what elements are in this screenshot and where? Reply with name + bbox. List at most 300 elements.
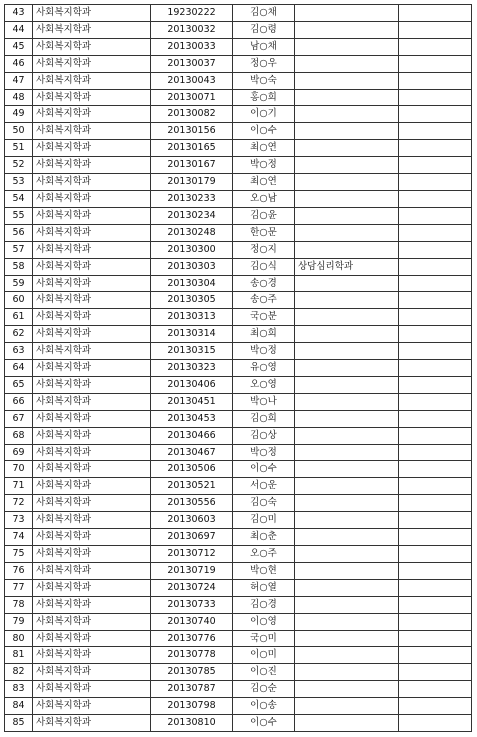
student-id-cell: 20130179 bbox=[151, 174, 233, 191]
department-cell: 사회복지학과 bbox=[33, 157, 151, 174]
empty-cell bbox=[399, 190, 472, 207]
row-number-cell: 70 bbox=[5, 461, 33, 478]
student-name-cell: 김○윤 bbox=[233, 207, 295, 224]
row-number-cell: 77 bbox=[5, 579, 33, 596]
department-cell: 사회복지학과 bbox=[33, 5, 151, 22]
note-cell bbox=[295, 190, 399, 207]
department-cell: 사회복지학과 bbox=[33, 174, 151, 191]
student-name-cell: 김○식 bbox=[233, 258, 295, 275]
row-number-cell: 55 bbox=[5, 207, 33, 224]
empty-cell bbox=[399, 478, 472, 495]
student-name-cell: 국○미 bbox=[233, 630, 295, 647]
student-name-cell: 이○수 bbox=[233, 461, 295, 478]
student-id-cell: 20130032 bbox=[151, 21, 233, 38]
department-cell: 사회복지학과 bbox=[33, 309, 151, 326]
table-row bbox=[5, 664, 472, 681]
empty-cell bbox=[399, 698, 472, 715]
row-number-cell: 66 bbox=[5, 393, 33, 410]
table-row bbox=[5, 140, 472, 157]
student-id-cell: 20130467 bbox=[151, 444, 233, 461]
table-row bbox=[5, 579, 472, 596]
student-id-cell: 20130603 bbox=[151, 512, 233, 529]
student-name-cell: 이○송 bbox=[233, 698, 295, 715]
student-name-cell: 박○현 bbox=[233, 562, 295, 579]
note-cell bbox=[295, 478, 399, 495]
table-row bbox=[5, 207, 472, 224]
student-name-cell: 김○숙 bbox=[233, 495, 295, 512]
student-id-cell: 20130778 bbox=[151, 647, 233, 664]
note-cell bbox=[295, 579, 399, 596]
student-name-cell: 허○열 bbox=[233, 579, 295, 596]
empty-cell bbox=[399, 562, 472, 579]
table-row bbox=[5, 174, 472, 191]
row-number-cell: 73 bbox=[5, 512, 33, 529]
note-cell bbox=[295, 89, 399, 106]
row-number-cell: 58 bbox=[5, 258, 33, 275]
student-id-cell: 20130451 bbox=[151, 393, 233, 410]
row-number-cell: 80 bbox=[5, 630, 33, 647]
student-name-cell: 오○주 bbox=[233, 546, 295, 563]
table-row bbox=[5, 461, 472, 478]
student-name-cell: 송○주 bbox=[233, 292, 295, 309]
note-cell bbox=[295, 360, 399, 377]
row-number-cell: 51 bbox=[5, 140, 33, 157]
student-name-cell: 남○채 bbox=[233, 38, 295, 55]
note-cell bbox=[295, 596, 399, 613]
row-number-cell: 63 bbox=[5, 343, 33, 360]
student-name-cell: 김○희 bbox=[233, 410, 295, 427]
table-row bbox=[5, 393, 472, 410]
empty-cell bbox=[399, 72, 472, 89]
table-row bbox=[5, 681, 472, 698]
student-id-cell: 20130719 bbox=[151, 562, 233, 579]
row-number-cell: 64 bbox=[5, 360, 33, 377]
department-cell: 사회복지학과 bbox=[33, 529, 151, 546]
student-list-table bbox=[4, 4, 472, 732]
empty-cell bbox=[399, 461, 472, 478]
empty-cell bbox=[399, 495, 472, 512]
row-number-cell: 84 bbox=[5, 698, 33, 715]
department-cell: 사회복지학과 bbox=[33, 461, 151, 478]
department-cell: 사회복지학과 bbox=[33, 647, 151, 664]
empty-cell bbox=[399, 326, 472, 343]
student-name-cell: 이○영 bbox=[233, 613, 295, 630]
department-cell: 사회복지학과 bbox=[33, 376, 151, 393]
row-number-cell: 62 bbox=[5, 326, 33, 343]
row-number-cell: 44 bbox=[5, 21, 33, 38]
note-cell bbox=[295, 123, 399, 140]
department-cell: 사회복지학과 bbox=[33, 512, 151, 529]
student-id-cell: 20130314 bbox=[151, 326, 233, 343]
note-cell bbox=[295, 562, 399, 579]
empty-cell bbox=[399, 647, 472, 664]
empty-cell bbox=[399, 579, 472, 596]
department-cell: 사회복지학과 bbox=[33, 715, 151, 732]
note-cell bbox=[295, 157, 399, 174]
student-name-cell: 홍○희 bbox=[233, 89, 295, 106]
department-cell: 사회복지학과 bbox=[33, 562, 151, 579]
department-cell: 사회복지학과 bbox=[33, 613, 151, 630]
department-cell: 사회복지학과 bbox=[33, 596, 151, 613]
student-id-cell: 20130453 bbox=[151, 410, 233, 427]
empty-cell bbox=[399, 21, 472, 38]
department-cell: 사회복지학과 bbox=[33, 55, 151, 72]
note-cell bbox=[295, 529, 399, 546]
row-number-cell: 68 bbox=[5, 427, 33, 444]
table-row bbox=[5, 546, 472, 563]
student-id-cell: 20130733 bbox=[151, 596, 233, 613]
student-name-cell: 김○상 bbox=[233, 427, 295, 444]
row-number-cell: 59 bbox=[5, 275, 33, 292]
table-row bbox=[5, 5, 472, 22]
department-cell: 사회복지학과 bbox=[33, 427, 151, 444]
department-cell: 사회복지학과 bbox=[33, 410, 151, 427]
empty-cell bbox=[399, 275, 472, 292]
student-name-cell: 이○수 bbox=[233, 123, 295, 140]
table-row bbox=[5, 258, 472, 275]
student-name-cell: 최○희 bbox=[233, 326, 295, 343]
empty-cell bbox=[399, 529, 472, 546]
note-cell bbox=[295, 647, 399, 664]
table-row bbox=[5, 157, 472, 174]
note-cell bbox=[295, 275, 399, 292]
table-row bbox=[5, 698, 472, 715]
student-id-cell: 20130303 bbox=[151, 258, 233, 275]
empty-cell bbox=[399, 596, 472, 613]
table-row bbox=[5, 89, 472, 106]
row-number-cell: 50 bbox=[5, 123, 33, 140]
department-cell: 사회복지학과 bbox=[33, 495, 151, 512]
row-number-cell: 65 bbox=[5, 376, 33, 393]
note-cell bbox=[295, 343, 399, 360]
student-id-cell: 20130233 bbox=[151, 190, 233, 207]
row-number-cell: 45 bbox=[5, 38, 33, 55]
empty-cell bbox=[399, 664, 472, 681]
empty-cell bbox=[399, 681, 472, 698]
student-name-cell: 박○정 bbox=[233, 444, 295, 461]
row-number-cell: 43 bbox=[5, 5, 33, 22]
department-cell: 사회복지학과 bbox=[33, 38, 151, 55]
row-number-cell: 82 bbox=[5, 664, 33, 681]
student-name-cell: 최○춘 bbox=[233, 529, 295, 546]
table-row bbox=[5, 343, 472, 360]
empty-cell bbox=[399, 258, 472, 275]
department-cell: 사회복지학과 bbox=[33, 190, 151, 207]
note-cell bbox=[295, 427, 399, 444]
table-row bbox=[5, 21, 472, 38]
note-cell bbox=[295, 410, 399, 427]
table-row bbox=[5, 292, 472, 309]
note-cell bbox=[295, 393, 399, 410]
table-row bbox=[5, 241, 472, 258]
table-row bbox=[5, 106, 472, 123]
empty-cell bbox=[399, 376, 472, 393]
row-number-cell: 60 bbox=[5, 292, 33, 309]
row-number-cell: 79 bbox=[5, 613, 33, 630]
note-cell bbox=[295, 444, 399, 461]
student-name-cell: 김○미 bbox=[233, 512, 295, 529]
student-name-cell: 이○기 bbox=[233, 106, 295, 123]
department-cell: 사회복지학과 bbox=[33, 444, 151, 461]
student-name-cell: 오○영 bbox=[233, 376, 295, 393]
department-cell: 사회복지학과 bbox=[33, 664, 151, 681]
table-row bbox=[5, 647, 472, 664]
department-cell: 사회복지학과 bbox=[33, 207, 151, 224]
row-number-cell: 75 bbox=[5, 546, 33, 563]
table-row bbox=[5, 478, 472, 495]
note-cell bbox=[295, 5, 399, 22]
note-cell bbox=[295, 309, 399, 326]
student-id-cell: 20130556 bbox=[151, 495, 233, 512]
department-cell: 사회복지학과 bbox=[33, 106, 151, 123]
table-row bbox=[5, 72, 472, 89]
row-number-cell: 85 bbox=[5, 715, 33, 732]
empty-cell bbox=[399, 512, 472, 529]
note-cell bbox=[295, 207, 399, 224]
table-body bbox=[5, 5, 472, 732]
table-row bbox=[5, 190, 472, 207]
student-id-cell: 20130304 bbox=[151, 275, 233, 292]
empty-cell bbox=[399, 715, 472, 732]
row-number-cell: 71 bbox=[5, 478, 33, 495]
student-id-cell: 20130167 bbox=[151, 157, 233, 174]
student-id-cell: 20130406 bbox=[151, 376, 233, 393]
note-cell bbox=[295, 715, 399, 732]
student-id-cell: 20130506 bbox=[151, 461, 233, 478]
empty-cell bbox=[399, 613, 472, 630]
note-cell bbox=[295, 461, 399, 478]
row-number-cell: 49 bbox=[5, 106, 33, 123]
note-cell bbox=[295, 55, 399, 72]
student-id-cell: 20130798 bbox=[151, 698, 233, 715]
student-id-cell: 20130724 bbox=[151, 579, 233, 596]
row-number-cell: 56 bbox=[5, 224, 33, 241]
empty-cell bbox=[399, 224, 472, 241]
student-id-cell: 20130300 bbox=[151, 241, 233, 258]
row-number-cell: 76 bbox=[5, 562, 33, 579]
department-cell: 사회복지학과 bbox=[33, 360, 151, 377]
empty-cell bbox=[399, 89, 472, 106]
row-number-cell: 78 bbox=[5, 596, 33, 613]
student-name-cell: 박○정 bbox=[233, 343, 295, 360]
table-row bbox=[5, 596, 472, 613]
student-name-cell: 최○연 bbox=[233, 174, 295, 191]
empty-cell bbox=[399, 174, 472, 191]
student-name-cell: 정○우 bbox=[233, 55, 295, 72]
student-name-cell: 김○순 bbox=[233, 681, 295, 698]
empty-cell bbox=[399, 38, 472, 55]
student-id-cell: 20130165 bbox=[151, 140, 233, 157]
student-id-cell: 20130082 bbox=[151, 106, 233, 123]
department-cell: 사회복지학과 bbox=[33, 630, 151, 647]
student-name-cell: 최○연 bbox=[233, 140, 295, 157]
note-cell bbox=[295, 376, 399, 393]
empty-cell bbox=[399, 410, 472, 427]
student-id-cell: 19230222 bbox=[151, 5, 233, 22]
table-row bbox=[5, 55, 472, 72]
table-row bbox=[5, 326, 472, 343]
empty-cell bbox=[399, 5, 472, 22]
empty-cell bbox=[399, 427, 472, 444]
student-id-cell: 20130033 bbox=[151, 38, 233, 55]
department-cell: 사회복지학과 bbox=[33, 478, 151, 495]
row-number-cell: 48 bbox=[5, 89, 33, 106]
student-name-cell: 송○경 bbox=[233, 275, 295, 292]
table-row bbox=[5, 529, 472, 546]
note-cell bbox=[295, 224, 399, 241]
note-cell bbox=[295, 681, 399, 698]
student-id-cell: 20130248 bbox=[151, 224, 233, 241]
student-id-cell: 20130305 bbox=[151, 292, 233, 309]
empty-cell bbox=[399, 241, 472, 258]
student-id-cell: 20130785 bbox=[151, 664, 233, 681]
row-number-cell: 81 bbox=[5, 647, 33, 664]
note-cell bbox=[295, 326, 399, 343]
empty-cell bbox=[399, 207, 472, 224]
row-number-cell: 46 bbox=[5, 55, 33, 72]
department-cell: 사회복지학과 bbox=[33, 258, 151, 275]
student-id-cell: 20130071 bbox=[151, 89, 233, 106]
table-row bbox=[5, 38, 472, 55]
empty-cell bbox=[399, 123, 472, 140]
row-number-cell: 72 bbox=[5, 495, 33, 512]
row-number-cell: 57 bbox=[5, 241, 33, 258]
student-name-cell: 김○령 bbox=[233, 21, 295, 38]
student-name-cell: 유○영 bbox=[233, 360, 295, 377]
table-row bbox=[5, 275, 472, 292]
note-cell bbox=[295, 38, 399, 55]
student-name-cell: 박○나 bbox=[233, 393, 295, 410]
student-id-cell: 20130776 bbox=[151, 630, 233, 647]
student-id-cell: 20130315 bbox=[151, 343, 233, 360]
note-cell bbox=[295, 292, 399, 309]
note-cell bbox=[295, 174, 399, 191]
note-cell bbox=[295, 106, 399, 123]
empty-cell bbox=[399, 140, 472, 157]
student-name-cell: 이○미 bbox=[233, 647, 295, 664]
student-id-cell: 20130156 bbox=[151, 123, 233, 140]
student-id-cell: 20130323 bbox=[151, 360, 233, 377]
student-name-cell: 한○문 bbox=[233, 224, 295, 241]
empty-cell bbox=[399, 360, 472, 377]
row-number-cell: 61 bbox=[5, 309, 33, 326]
department-cell: 사회복지학과 bbox=[33, 224, 151, 241]
note-cell bbox=[295, 630, 399, 647]
row-number-cell: 47 bbox=[5, 72, 33, 89]
table-row bbox=[5, 444, 472, 461]
row-number-cell: 54 bbox=[5, 190, 33, 207]
department-cell: 사회복지학과 bbox=[33, 546, 151, 563]
student-id-cell: 20130787 bbox=[151, 681, 233, 698]
table-row bbox=[5, 495, 472, 512]
note-cell bbox=[295, 241, 399, 258]
row-number-cell: 69 bbox=[5, 444, 33, 461]
department-cell: 사회복지학과 bbox=[33, 275, 151, 292]
department-cell: 사회복지학과 bbox=[33, 326, 151, 343]
student-name-cell: 정○지 bbox=[233, 241, 295, 258]
student-id-cell: 20130466 bbox=[151, 427, 233, 444]
student-name-cell: 김○경 bbox=[233, 596, 295, 613]
note-cell bbox=[295, 546, 399, 563]
department-cell: 사회복지학과 bbox=[33, 89, 151, 106]
student-id-cell: 20130810 bbox=[151, 715, 233, 732]
table-row bbox=[5, 427, 472, 444]
student-id-cell: 20130043 bbox=[151, 72, 233, 89]
note-cell bbox=[295, 512, 399, 529]
table-row bbox=[5, 123, 472, 140]
student-id-cell: 20130712 bbox=[151, 546, 233, 563]
row-number-cell: 83 bbox=[5, 681, 33, 698]
department-cell: 사회복지학과 bbox=[33, 72, 151, 89]
empty-cell bbox=[399, 343, 472, 360]
note-cell bbox=[295, 664, 399, 681]
department-cell: 사회복지학과 bbox=[33, 698, 151, 715]
table-row bbox=[5, 376, 472, 393]
table-row bbox=[5, 410, 472, 427]
row-number-cell: 74 bbox=[5, 529, 33, 546]
table-row bbox=[5, 224, 472, 241]
table-row bbox=[5, 715, 472, 732]
department-cell: 사회복지학과 bbox=[33, 123, 151, 140]
table-row bbox=[5, 562, 472, 579]
student-name-cell: 이○진 bbox=[233, 664, 295, 681]
empty-cell bbox=[399, 309, 472, 326]
department-cell: 사회복지학과 bbox=[33, 343, 151, 360]
note-cell bbox=[295, 72, 399, 89]
table-row bbox=[5, 512, 472, 529]
row-number-cell: 53 bbox=[5, 174, 33, 191]
note-cell bbox=[295, 698, 399, 715]
department-cell: 사회복지학과 bbox=[33, 140, 151, 157]
student-name-cell: 박○숙 bbox=[233, 72, 295, 89]
department-cell: 사회복지학과 bbox=[33, 241, 151, 258]
student-id-cell: 20130037 bbox=[151, 55, 233, 72]
department-cell: 사회복지학과 bbox=[33, 681, 151, 698]
row-number-cell: 52 bbox=[5, 157, 33, 174]
student-id-cell: 20130234 bbox=[151, 207, 233, 224]
empty-cell bbox=[399, 106, 472, 123]
department-cell: 사회복지학과 bbox=[33, 292, 151, 309]
note-cell bbox=[295, 140, 399, 157]
note-cell: 상담심리학과 bbox=[295, 258, 399, 275]
student-name-cell: 오○남 bbox=[233, 190, 295, 207]
student-name-cell: 서○운 bbox=[233, 478, 295, 495]
empty-cell bbox=[399, 444, 472, 461]
student-id-cell: 20130313 bbox=[151, 309, 233, 326]
student-name-cell: 박○정 bbox=[233, 157, 295, 174]
student-name-cell: 이○수 bbox=[233, 715, 295, 732]
student-name-cell: 김○채 bbox=[233, 5, 295, 22]
student-name-cell: 국○분 bbox=[233, 309, 295, 326]
table-row bbox=[5, 309, 472, 326]
row-number-cell: 67 bbox=[5, 410, 33, 427]
department-cell: 사회복지학과 bbox=[33, 579, 151, 596]
empty-cell bbox=[399, 55, 472, 72]
empty-cell bbox=[399, 630, 472, 647]
empty-cell bbox=[399, 292, 472, 309]
student-id-cell: 20130740 bbox=[151, 613, 233, 630]
note-cell bbox=[295, 21, 399, 38]
student-id-cell: 20130697 bbox=[151, 529, 233, 546]
department-cell: 사회복지학과 bbox=[33, 393, 151, 410]
student-id-cell: 20130521 bbox=[151, 478, 233, 495]
table-row bbox=[5, 630, 472, 647]
empty-cell bbox=[399, 157, 472, 174]
note-cell bbox=[295, 495, 399, 512]
empty-cell bbox=[399, 546, 472, 563]
empty-cell bbox=[399, 393, 472, 410]
table-row bbox=[5, 360, 472, 377]
